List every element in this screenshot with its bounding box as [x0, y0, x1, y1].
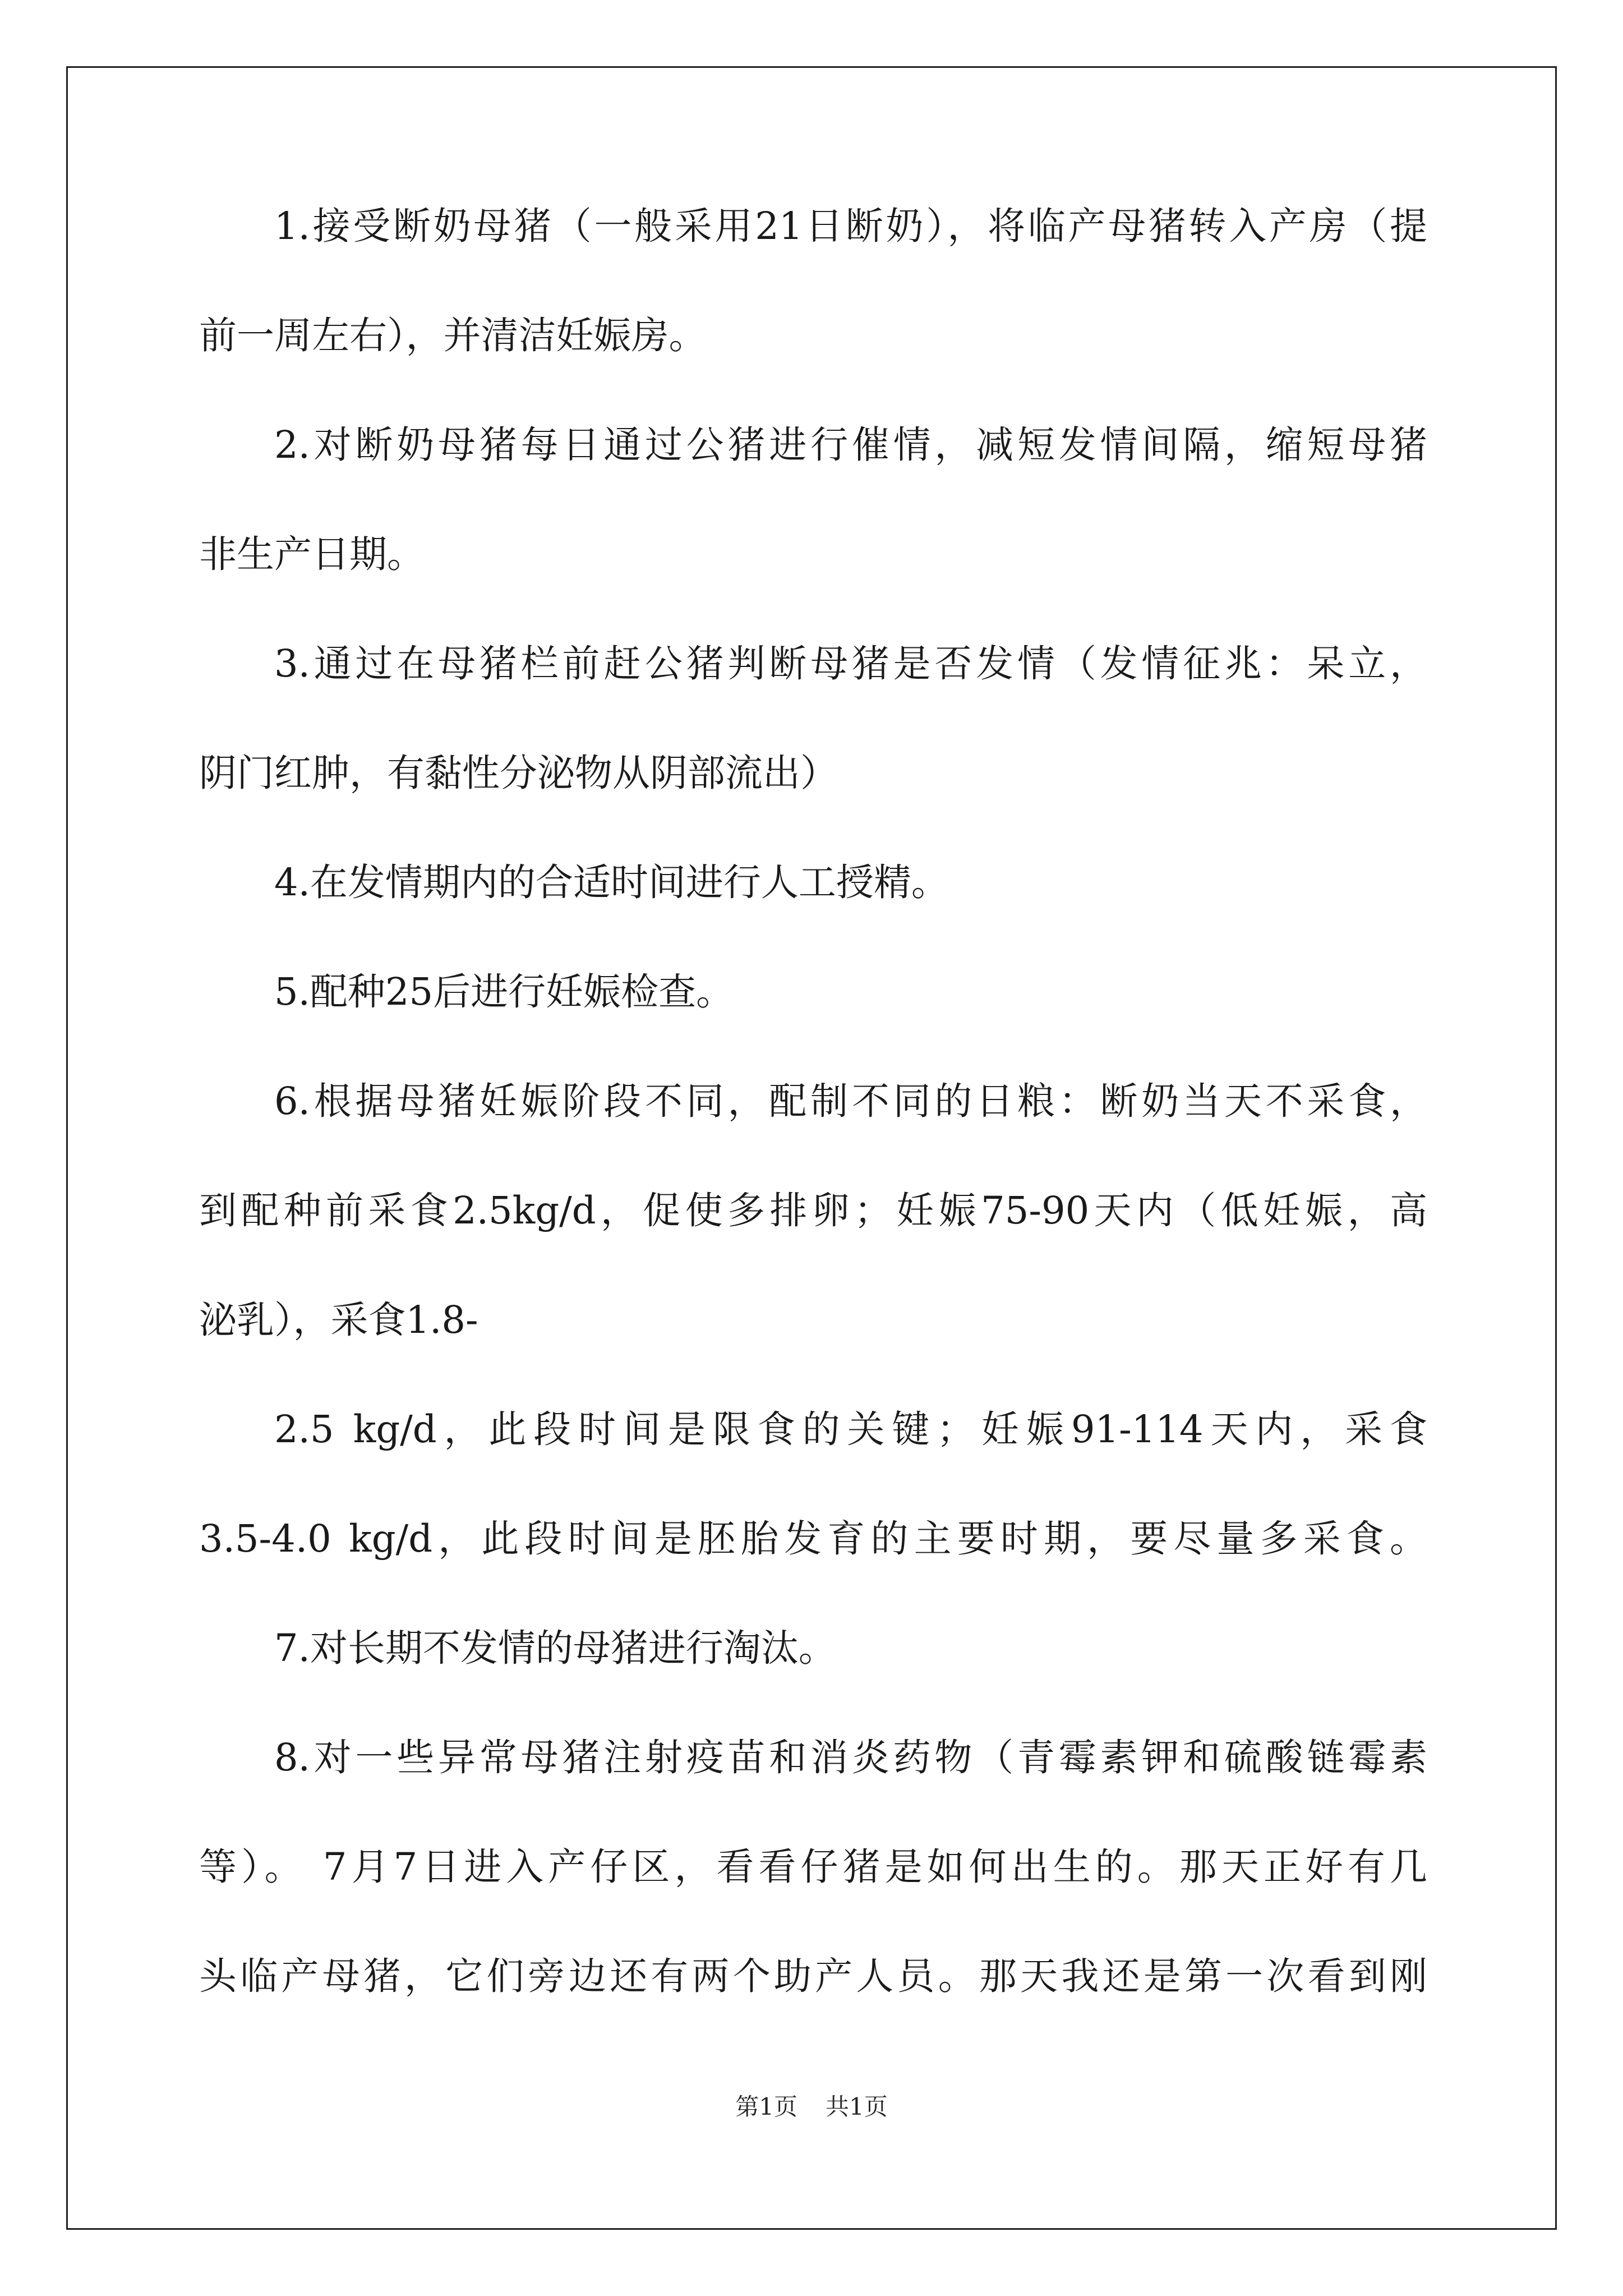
text-line: 阴门红肿，有黏性分泌物从阴部流出） — [199, 751, 838, 795]
text-line: 非生产日期。 — [199, 532, 425, 576]
text-line: 前一周左右），并清洁妊娠房。 — [199, 314, 707, 357]
text-line: 8.对一些异常母猪注射疫苗和消炎药物（青霉素钾和硫酸链霉素 — [274, 1736, 1427, 1779]
text-line: 等）。 7月7日进入产仔区，看看仔猪是如何出生的。那天正好有几 — [199, 1845, 1427, 1889]
text-line: 5.配种25后进行妊娠检查。 — [274, 970, 734, 1014]
text-line: 4.在发情期内的合适时间进行人工授精。 — [274, 861, 949, 904]
text-line: 7.对长期不发情的母猪进行淘汰。 — [274, 1626, 836, 1670]
page-total: 共1页 — [826, 2093, 888, 2120]
page-border — [66, 66, 1557, 2230]
text-line: 2.5 kg/d，此段时间是限食的关键；妊娠91-114天内，采食 — [274, 1407, 1427, 1451]
text-line: 2.对断奶母猪每日通过公猪进行催情，减短发情间隔，缩短母猪 — [274, 423, 1427, 467]
page-number: 第1页 — [735, 2093, 797, 2120]
text-line: 泌乳），采食1.8- — [199, 1298, 478, 1342]
page-footer — [0, 2095, 1623, 2119]
text-line: 6.根据母猪妊娠阶段不同，配制不同的日粮：断奶当天不采食， — [274, 1079, 1427, 1123]
text-line: 1.接受断奶母猪（一般采用21日断奶），将临产母猪转入产房（提 — [274, 204, 1427, 248]
text-line: 3.通过在母猪栏前赶公猪判断母猪是否发情（发情征兆：呆立， — [274, 642, 1427, 685]
text-line: 头临产母猪，它们旁边还有两个助产人员。那天我还是第一次看到刚 — [199, 1954, 1427, 1998]
text-line: 3.5-4.0 kg/d，此段时间是胚胎发育的主要时期，要尽量多采食。 — [199, 1517, 1427, 1561]
text-line: 到配种前采食2.5kg/d，促使多排卵；妊娠75-90天内（低妊娠，高 — [199, 1189, 1427, 1232]
